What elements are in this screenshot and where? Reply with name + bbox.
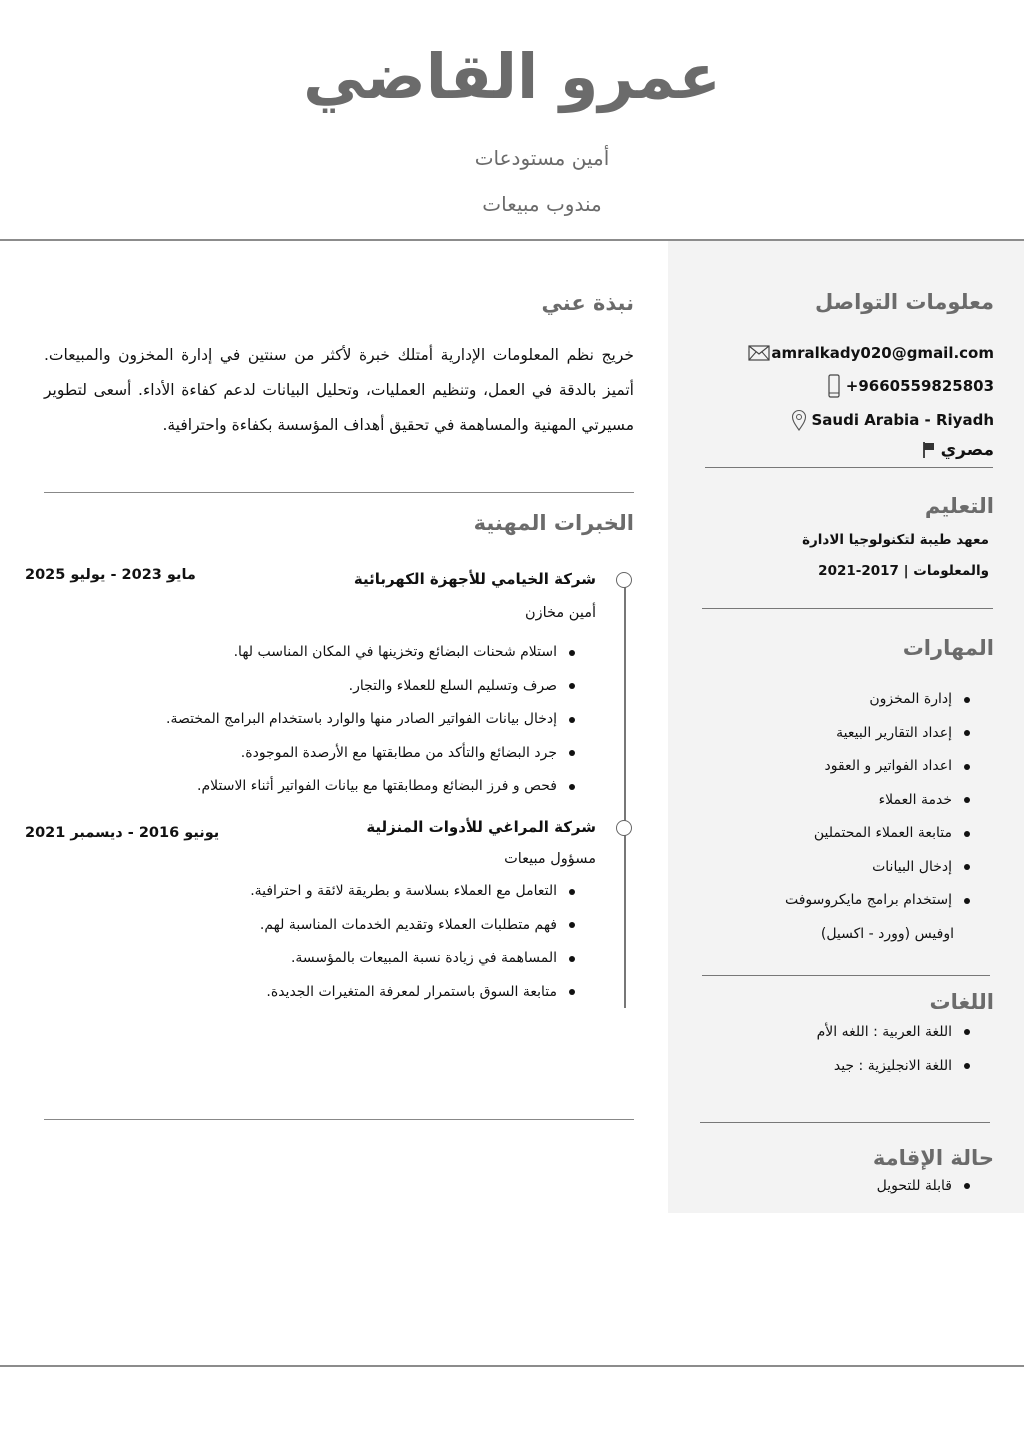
skills-section-title: المهارات bbox=[902, 636, 994, 660]
job-role: أمين مخازن bbox=[524, 605, 596, 621]
about-section-title: نبذة عني bbox=[541, 291, 634, 315]
education-section-title: التعليم bbox=[924, 494, 994, 518]
job-company: شركة الخيامي للأجهزة الكهربائية bbox=[353, 570, 596, 588]
location-pin-icon bbox=[787, 408, 811, 432]
residency-item: قابلة للتحويل bbox=[694, 1169, 974, 1203]
job-title-1: أمين مستودعات bbox=[474, 146, 610, 170]
job-role: مسؤول مبيعات bbox=[504, 851, 596, 867]
language-item: اللغة العربية : اللغه الأم bbox=[694, 1015, 974, 1049]
footer-divider bbox=[0, 1365, 1024, 1367]
job-duty: صرف وتسليم السلع للعملاء والتجار. bbox=[59, 670, 579, 704]
language-item: اللغة الانجليزية : جيد bbox=[694, 1049, 974, 1083]
timeline-dot bbox=[616, 820, 632, 836]
phone-icon bbox=[822, 374, 846, 398]
job-duty: جرد البضائع والتأكد من مطابقتها مع الأرصدة الموجودة. bbox=[59, 737, 579, 771]
contact-nationality bbox=[895, 435, 994, 465]
job-dates: يونيو 2016 - ديسمبر 2021 bbox=[25, 825, 220, 841]
residency-list bbox=[694, 1169, 974, 1203]
languages-divider bbox=[700, 1122, 990, 1123]
contact-section-title: معلومات التواصل bbox=[815, 290, 994, 314]
education-divider bbox=[702, 608, 993, 609]
languages-list bbox=[694, 1015, 974, 1083]
job-duty: فهم متطلبات العملاء وتقديم الخدمات المناسبة لهم. bbox=[59, 909, 579, 943]
skill-item: خدمة العملاء bbox=[694, 784, 974, 818]
about-paragraph: خريج نظم المعلومات الإدارية أمتلك خبرة لأكثر من سنتين في إدارة المخزون والمبيعات. أتميز بالدقة في العمل، وتنظيم العمليات، وتحليل البيانات لدعم كفاءة الأداء. أسعى لتطوير مسيرتي المهنية والمساهمة في تحقيق أهداف المؤسسة بكفاءة واحترافية. bbox=[44, 346, 634, 434]
contact-location bbox=[765, 405, 994, 435]
envelope-icon bbox=[747, 341, 771, 365]
location-text: Saudi Arabia - Riyadh bbox=[811, 411, 994, 429]
job-duties-list bbox=[59, 875, 579, 1009]
experience-timeline bbox=[624, 580, 626, 1008]
timeline-dot bbox=[616, 572, 632, 588]
job-duty: استلام شحنات البضائع وتخزينها في المكان المناسب لها. bbox=[59, 636, 579, 670]
skills-divider bbox=[702, 975, 990, 976]
residency-section-title: حالة الإقامة bbox=[872, 1146, 994, 1170]
flag-icon bbox=[917, 438, 941, 462]
contact-divider bbox=[705, 467, 993, 468]
skills-list bbox=[694, 683, 974, 918]
candidate-name: عمرو القاضي bbox=[303, 40, 721, 113]
skill-item: إعداد التقارير البيعية bbox=[694, 717, 974, 751]
skill-item: إدخال البيانات bbox=[694, 851, 974, 885]
contact-phone[interactable] bbox=[800, 371, 994, 401]
job-company: شركة المراغي للأدوات المنزلية bbox=[366, 818, 596, 836]
phone-text: +9660559825803 bbox=[845, 377, 994, 395]
skill-item: إستخدام برامج مايكروسوفت bbox=[694, 884, 974, 918]
skill-item: متابعة العملاء المحتملين bbox=[694, 817, 974, 851]
job-duty: متابعة السوق باستمرار لمعرفة المتغيرات الجديدة. bbox=[59, 976, 579, 1010]
education-line-2: والمعلومات | 2017-2021 bbox=[818, 563, 989, 579]
languages-section-title: اللغات bbox=[929, 990, 994, 1014]
job-title-2: مندوب مبيعات bbox=[482, 192, 602, 216]
nationality-text: مصري bbox=[940, 440, 994, 460]
job-dates: مايو 2023 - يوليو 2025 bbox=[25, 567, 196, 583]
experience-section-title: الخبرات المهنية bbox=[473, 511, 634, 535]
contact-email[interactable] bbox=[725, 338, 994, 368]
job-duty: فحص و فرز البضائع ومطابقتها مع بيانات الفواتير أثناء الاستلام. bbox=[59, 770, 579, 804]
job-duty: التعامل مع العملاء بسلاسة و بطريقة لائقة و احترافية. bbox=[59, 875, 579, 909]
job-duty: المساهمة في زيادة نسبة المبيعات بالمؤسسة. bbox=[59, 942, 579, 976]
skill-item-continuation: اوفيس (وورد - اكسيل) bbox=[820, 926, 954, 942]
experience-divider bbox=[44, 1119, 634, 1120]
job-duty: إدخال بيانات الفواتير الصادر منها والوارد باستخدام البرامج المختصة. bbox=[59, 703, 579, 737]
skill-item: إدارة المخزون bbox=[694, 683, 974, 717]
education-line-1: معهد طيبة لتكنولوجيا الادارة bbox=[802, 532, 989, 548]
about-divider bbox=[44, 492, 634, 493]
email-text: amralkady020@gmail.com bbox=[771, 344, 994, 362]
skill-item: اعداد الفواتير و العقود bbox=[694, 750, 974, 784]
job-duties-list bbox=[59, 636, 579, 804]
